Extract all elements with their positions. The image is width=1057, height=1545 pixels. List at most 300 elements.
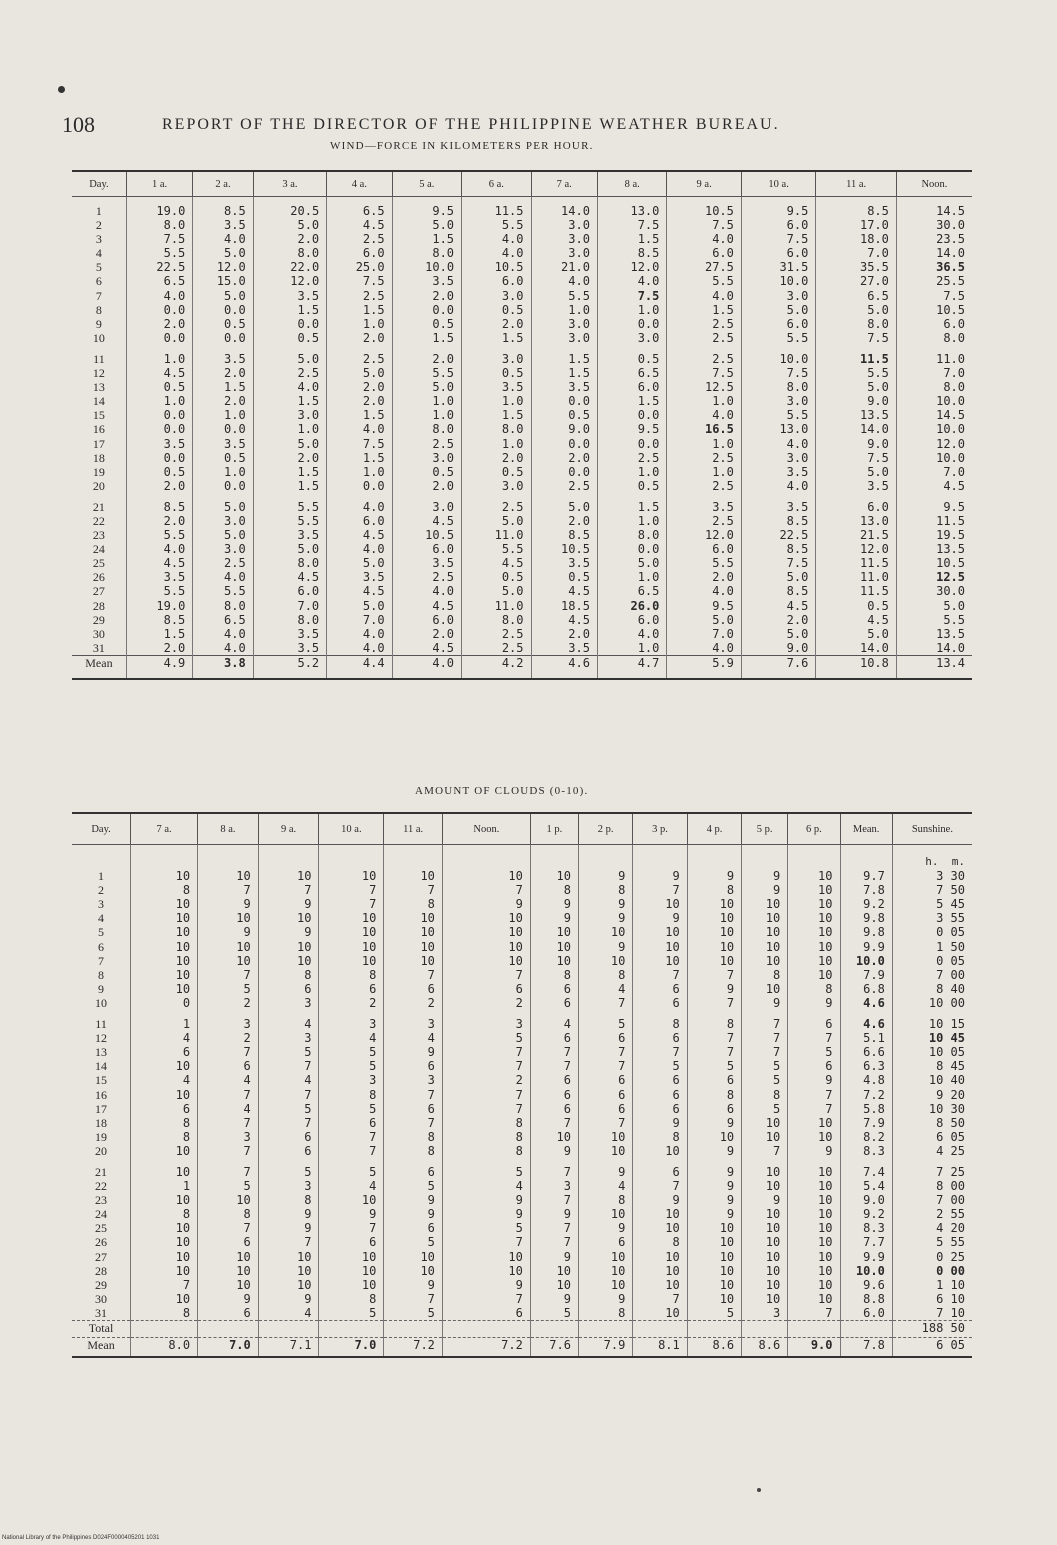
- table-row: [72, 1144, 972, 1158]
- bold-value: 10 45: [928, 1031, 965, 1046]
- value-cell: 3.5: [193, 437, 253, 451]
- value-cell: [896, 570, 972, 584]
- value-cell: 9: [788, 996, 840, 1010]
- value-cell: 5: [442, 1165, 530, 1179]
- value-cell: 6.0: [741, 246, 815, 260]
- value-cell: 7: [258, 1088, 319, 1102]
- value-cell: 10: [788, 940, 840, 954]
- day-cell: 4: [98, 911, 105, 926]
- column-header: Noon.: [442, 813, 530, 845]
- value-cell: 5: [319, 1102, 384, 1116]
- day-cell: 11: [93, 351, 105, 366]
- value-cell: 4: [384, 1031, 443, 1045]
- column-header: 11 a.: [384, 813, 443, 845]
- value-cell: 9: [687, 1207, 741, 1221]
- value-cell: 10: [131, 954, 198, 968]
- value-cell: 1: [131, 1017, 198, 1031]
- value-cell: 8: [442, 1130, 530, 1144]
- column-header: 7 a.: [531, 171, 597, 197]
- value-cell: 3.0: [462, 479, 531, 493]
- value-cell: 5.5: [126, 584, 192, 598]
- value-cell: 6: [633, 1102, 687, 1116]
- spacer-cell: [193, 345, 253, 352]
- value-cell: 2.0: [392, 289, 461, 303]
- spacer-cell: [578, 1010, 632, 1017]
- spacer-cell: [442, 1010, 530, 1017]
- value-cell: 8.0: [193, 599, 253, 613]
- spacer-cell: [319, 1010, 384, 1017]
- value-cell: 2: [442, 996, 530, 1010]
- value-cell: 9: [384, 1045, 443, 1059]
- value-cell: 4.0: [597, 627, 666, 641]
- day-cell: 15: [95, 1073, 108, 1088]
- value-cell: 8: [319, 968, 384, 982]
- value-cell: 21.0: [531, 260, 597, 274]
- day-cell: 13: [95, 1045, 108, 1060]
- value-cell: 5.0: [816, 465, 897, 479]
- spacer-cell: [896, 197, 972, 205]
- total-cell: 188 50: [892, 1321, 972, 1338]
- day-cell: 3: [98, 897, 105, 912]
- value-cell: 7: [198, 883, 259, 897]
- value-cell: 2.0: [126, 479, 192, 493]
- column-header: Day.: [72, 813, 131, 845]
- value-cell: 10: [530, 1130, 578, 1144]
- value-cell: 10: [687, 1264, 741, 1278]
- table-row: [72, 422, 972, 436]
- value-cell: 5.8: [840, 1102, 892, 1116]
- value-cell: 7: [742, 1045, 788, 1059]
- value-cell: 0.5: [531, 408, 597, 422]
- value-cell: 4: [131, 1073, 198, 1087]
- value-cell: 10: [687, 1130, 741, 1144]
- value-cell: 6: [687, 1102, 741, 1116]
- value-cell: 7: [633, 968, 687, 982]
- table-row: [72, 500, 972, 514]
- total-cell: [633, 1321, 687, 1338]
- value-cell: 3.5: [193, 352, 253, 366]
- value-cell: 10: [131, 982, 198, 996]
- value-cell: 4: [319, 1031, 384, 1045]
- table-row: [72, 556, 972, 570]
- table-row: [72, 1278, 972, 1292]
- value-cell: 9.8: [840, 911, 892, 925]
- value-cell: 5.5: [392, 366, 461, 380]
- units-cell: [72, 845, 131, 870]
- value-cell: [840, 996, 892, 1010]
- total-label: Total: [72, 1321, 131, 1338]
- column-header: 9 a.: [258, 813, 319, 845]
- value-cell: 6: [633, 1088, 687, 1102]
- bold-value: 7.0: [354, 1338, 377, 1352]
- value-cell: 3.0: [531, 232, 597, 246]
- value-cell: 3.5: [392, 556, 461, 570]
- column-header: Noon.: [896, 171, 972, 197]
- value-cell: 1.5: [126, 627, 192, 641]
- value-cell: 7: [198, 1144, 259, 1158]
- value-cell: 10 15: [892, 1017, 972, 1031]
- group-spacer: [72, 197, 972, 205]
- table-row: [72, 437, 972, 451]
- spacer-cell: [667, 345, 741, 352]
- day-cell: 26: [92, 570, 105, 585]
- value-cell: 8 00: [892, 1179, 972, 1193]
- value-cell: 10: [687, 897, 741, 911]
- mean-cell: 10.8: [816, 655, 897, 679]
- value-cell: 11.0: [462, 528, 531, 542]
- value-cell: 4: [198, 1073, 259, 1087]
- value-cell: [667, 422, 741, 436]
- value-cell: 1.0: [193, 408, 253, 422]
- spacer-cell: [633, 1158, 687, 1165]
- value-cell: 7.0: [816, 246, 897, 260]
- value-cell: 17.0: [816, 218, 897, 232]
- spacer-cell: [788, 1010, 840, 1017]
- table-row: [72, 408, 972, 422]
- value-cell: 1.0: [462, 394, 531, 408]
- value-cell: 4.0: [741, 479, 815, 493]
- value-cell: 9: [687, 982, 741, 996]
- day-cell: 21: [92, 499, 105, 514]
- mean-cell: 4.7: [597, 655, 666, 679]
- value-cell: 10: [742, 982, 788, 996]
- value-cell: 9.5: [597, 422, 666, 436]
- value-cell: 7.9: [840, 968, 892, 982]
- value-cell: 3.5: [462, 380, 531, 394]
- day-cell: 20: [95, 1143, 108, 1158]
- footer-credit: National Library of the Philippines D024F0000405201 1031: [2, 1535, 160, 1541]
- value-cell: 4: [578, 1179, 632, 1193]
- column-header: 2 p.: [578, 813, 632, 845]
- value-cell: 3.0: [392, 500, 461, 514]
- table-row: [72, 331, 972, 345]
- value-cell: 7: [384, 1088, 443, 1102]
- spacer-cell: [384, 1010, 443, 1017]
- spacer-cell: [741, 493, 815, 500]
- value-cell: 6: [384, 1165, 443, 1179]
- units-cell: [319, 845, 384, 870]
- value-cell: 7: [788, 1306, 840, 1321]
- day-cell: 29: [92, 612, 105, 627]
- wind-force-table: [72, 170, 972, 680]
- mean-cell: 7.6: [530, 1338, 578, 1358]
- value-cell: 6.5: [597, 584, 666, 598]
- bold-value: 26.0: [630, 598, 660, 613]
- value-cell: 7: [687, 1031, 741, 1045]
- table-row: [72, 1102, 972, 1116]
- value-cell: 1.5: [327, 408, 392, 422]
- mean-cell: 7.2: [442, 1338, 530, 1358]
- value-cell: 1.5: [327, 451, 392, 465]
- value-cell: 2.5: [392, 437, 461, 451]
- value-cell: 1.0: [253, 422, 326, 436]
- value-cell: 10: [742, 954, 788, 968]
- value-cell: 5.0: [193, 528, 253, 542]
- value-cell: 10: [788, 1193, 840, 1207]
- group-spacer: [72, 345, 972, 352]
- value-cell: 10: [319, 1264, 384, 1278]
- value-cell: 6.0: [667, 246, 741, 260]
- day-cell: 10: [92, 330, 105, 345]
- value-cell: 1.0: [193, 465, 253, 479]
- day-cell: 11: [95, 1017, 107, 1032]
- value-cell: 9: [742, 996, 788, 1010]
- mean-cell: 5.9: [667, 655, 741, 679]
- value-cell: 1.0: [667, 437, 741, 451]
- table-row: [72, 303, 972, 317]
- value-cell: 4.0: [462, 246, 531, 260]
- value-cell: 4.5: [531, 613, 597, 627]
- value-cell: 19.0: [126, 599, 192, 613]
- value-cell: 3.5: [392, 274, 461, 288]
- value-cell: 5.1: [840, 1031, 892, 1045]
- spacer-cell: [816, 345, 897, 352]
- value-cell: 6: [258, 1130, 319, 1144]
- value-cell: 5.5: [896, 613, 972, 627]
- value-cell: 7: [530, 1235, 578, 1249]
- bold-value: 36.5: [936, 260, 965, 275]
- spacer-cell: [687, 1010, 741, 1017]
- bold-value: 11.5: [859, 351, 889, 366]
- value-cell: 6.0: [816, 500, 897, 514]
- mean-cell: 13.4: [896, 655, 972, 679]
- value-cell: 7: [442, 1045, 530, 1059]
- day-cell: 31: [95, 1305, 108, 1320]
- day-cell: 9: [95, 316, 102, 331]
- value-cell: 10.0: [896, 422, 972, 436]
- value-cell: 10 30: [892, 1102, 972, 1116]
- value-cell: 8.0: [462, 422, 531, 436]
- value-cell: 7: [788, 1031, 840, 1045]
- value-cell: 5: [258, 1045, 319, 1059]
- value-cell: 2.0: [126, 317, 192, 331]
- value-cell: 6.0: [896, 317, 972, 331]
- value-cell: 5.0: [816, 303, 897, 317]
- value-cell: 7: [442, 1059, 530, 1073]
- value-cell: 10: [530, 954, 578, 968]
- day-cell: 14: [92, 394, 105, 409]
- value-cell: 0.0: [327, 479, 392, 493]
- value-cell: 10: [633, 1221, 687, 1235]
- value-cell: 10: [131, 925, 198, 939]
- value-cell: 8: [578, 968, 632, 982]
- value-cell: 2.0: [126, 641, 192, 656]
- day-cell: 19: [92, 464, 105, 479]
- value-cell: 0.0: [126, 408, 192, 422]
- value-cell: 9: [258, 1221, 319, 1235]
- value-cell: 6: [530, 982, 578, 996]
- spacer-cell: [530, 1158, 578, 1165]
- day-cell: 16: [95, 1087, 108, 1102]
- value-cell: 3.0: [253, 408, 326, 422]
- value-cell: 7.5: [741, 556, 815, 570]
- value-cell: 10.5: [462, 260, 531, 274]
- value-cell: 7.2: [840, 1088, 892, 1102]
- value-cell: 9.0: [816, 394, 897, 408]
- spacer-cell: [462, 345, 531, 352]
- value-cell: 1.5: [462, 331, 531, 345]
- total-cell: [742, 1321, 788, 1338]
- value-cell: 10: [788, 883, 840, 897]
- value-cell: 7: [258, 1059, 319, 1073]
- value-cell: 0.0: [597, 408, 666, 422]
- value-cell: 8.0: [253, 613, 326, 627]
- value-cell: 3.5: [327, 570, 392, 584]
- value-cell: 3: [384, 1017, 443, 1031]
- value-cell: 5: [530, 1306, 578, 1321]
- value-cell: 1 10: [892, 1278, 972, 1292]
- column-header: 4 p.: [687, 813, 741, 845]
- value-cell: [840, 954, 892, 968]
- value-cell: 8: [319, 1292, 384, 1306]
- value-cell: [892, 1264, 972, 1278]
- day-cell: 1: [95, 204, 102, 218]
- value-cell: 10: [258, 869, 319, 883]
- value-cell: 9.0: [816, 437, 897, 451]
- value-cell: 5.0: [741, 570, 815, 584]
- value-cell: 9.9: [840, 940, 892, 954]
- value-cell: 1.5: [392, 232, 461, 246]
- mean-cell: 4.6: [531, 655, 597, 679]
- spacer-cell: [198, 1158, 259, 1165]
- wind-table-title: WIND—FORCE IN KILOMETERS PER HOUR.: [330, 140, 594, 152]
- page-title: REPORT OF THE DIRECTOR OF THE PHILIPPINE WEATHER BUREAU.: [162, 116, 780, 133]
- mean-cell: 4.0: [392, 655, 461, 679]
- value-cell: 10: [742, 897, 788, 911]
- value-cell: 8: [788, 982, 840, 996]
- value-cell: 10: [319, 911, 384, 925]
- table-row: [72, 451, 972, 465]
- day-cell: 31: [92, 640, 105, 655]
- value-cell: 10: [788, 897, 840, 911]
- value-cell: 8: [131, 1116, 198, 1130]
- value-cell: 9: [198, 897, 259, 911]
- spacer-cell: [667, 197, 741, 205]
- value-cell: 5.5: [667, 274, 741, 288]
- table-row: [72, 274, 972, 288]
- value-cell: 9: [578, 1221, 632, 1235]
- value-cell: 8.3: [840, 1144, 892, 1158]
- mean-cell: 4.4: [327, 655, 392, 679]
- total-row: [72, 1321, 972, 1338]
- value-cell: 5.5: [126, 246, 192, 260]
- value-cell: 6: [578, 1031, 632, 1045]
- bold-value: 7.0: [229, 1338, 251, 1352]
- value-cell: 2.0: [253, 451, 326, 465]
- value-cell: 7.5: [816, 451, 897, 465]
- column-header: 5 p.: [742, 813, 788, 845]
- value-cell: 1.0: [392, 408, 461, 422]
- value-cell: 5.5: [253, 500, 326, 514]
- value-cell: 7: [258, 1235, 319, 1249]
- value-cell: 10: [633, 1144, 687, 1158]
- value-cell: 0.5: [193, 317, 253, 331]
- table-row: [72, 232, 972, 246]
- column-header: 2 a.: [193, 171, 253, 197]
- value-cell: 10: [788, 911, 840, 925]
- value-cell: 1.0: [126, 352, 192, 366]
- table-row: [72, 479, 972, 493]
- value-cell: [840, 1264, 892, 1278]
- value-cell: 5 55: [892, 1235, 972, 1249]
- value-cell: 6: [578, 1073, 632, 1087]
- value-cell: 2.0: [193, 394, 253, 408]
- value-cell: 2.0: [531, 627, 597, 641]
- value-cell: 10: [788, 1278, 840, 1292]
- spacer-cell: [896, 345, 972, 352]
- value-cell: 5.0: [462, 514, 531, 528]
- mean-cell: 8.6: [687, 1338, 741, 1358]
- value-cell: 9: [687, 1193, 741, 1207]
- value-cell: 5.0: [816, 627, 897, 641]
- spacer-cell: [597, 197, 666, 205]
- value-cell: 3.5: [816, 479, 897, 493]
- value-cell: 8: [319, 1088, 384, 1102]
- value-cell: [597, 599, 666, 613]
- value-cell: 7.4: [840, 1165, 892, 1179]
- value-cell: 10: [788, 954, 840, 968]
- value-cell: 5.0: [327, 366, 392, 380]
- spacer-cell: [597, 345, 666, 352]
- value-cell: 8.8: [840, 1292, 892, 1306]
- value-cell: 4: [578, 982, 632, 996]
- value-cell: 10: [742, 1292, 788, 1306]
- spacer-cell: [578, 1158, 632, 1165]
- value-cell: 0.5: [462, 570, 531, 584]
- value-cell: 7: [578, 996, 632, 1010]
- value-cell: 9.7: [840, 869, 892, 883]
- spacer-cell: [667, 493, 741, 500]
- day-cell: 1: [98, 869, 105, 884]
- value-cell: 14.0: [896, 641, 972, 656]
- value-cell: 8: [384, 897, 443, 911]
- spacer-cell: [126, 345, 192, 352]
- value-cell: 3 30: [892, 869, 972, 883]
- value-cell: 14.0: [896, 246, 972, 260]
- value-cell: 6.0: [327, 246, 392, 260]
- table-row: [72, 1235, 972, 1249]
- value-cell: 9: [258, 1207, 319, 1221]
- value-cell: [896, 260, 972, 274]
- value-cell: 7.5: [667, 218, 741, 232]
- value-cell: 6: [633, 982, 687, 996]
- value-cell: 10: [319, 869, 384, 883]
- value-cell: 8.0: [896, 380, 972, 394]
- value-cell: 10: [578, 1207, 632, 1221]
- day-cell: 26: [95, 1235, 108, 1250]
- table-row: [72, 380, 972, 394]
- day-cell: 24: [95, 1207, 108, 1222]
- spacer-cell: [687, 1158, 741, 1165]
- value-cell: 9: [258, 925, 319, 939]
- value-cell: 9: [633, 1193, 687, 1207]
- value-cell: 5: [742, 1059, 788, 1073]
- mean-cell: [788, 1338, 840, 1358]
- day-cell: 21: [95, 1164, 108, 1179]
- value-cell: 0.0: [597, 437, 666, 451]
- spacer-cell: [72, 493, 126, 500]
- value-cell: 4.5: [126, 366, 192, 380]
- value-cell: 9: [687, 869, 741, 883]
- value-cell: 6.0: [392, 613, 461, 627]
- value-cell: 6: [633, 1031, 687, 1045]
- value-cell: 9.5: [741, 204, 815, 218]
- mean-cell: 5.2: [253, 655, 326, 679]
- value-cell: 5.0: [667, 613, 741, 627]
- table-row: [72, 1221, 972, 1235]
- value-cell: 8: [131, 883, 198, 897]
- value-cell: 3.0: [531, 218, 597, 232]
